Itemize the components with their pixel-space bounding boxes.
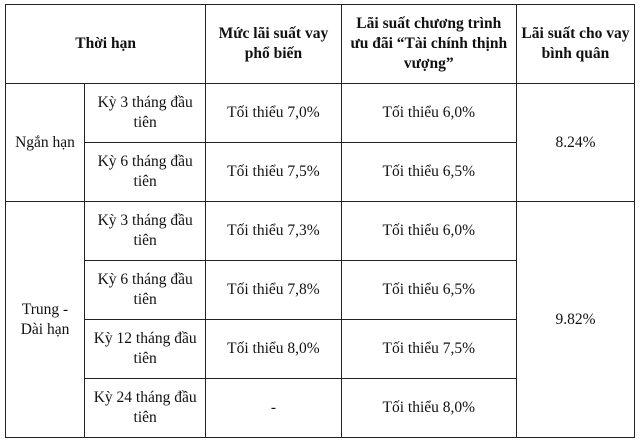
header-avg-rate: Lãi suất cho vay bình quân: [516, 5, 634, 84]
period-cell: Kỳ 6 tháng đầu tiên: [85, 261, 206, 320]
common-rate-cell: Tối thiểu 7,5%: [206, 143, 341, 202]
program-rate-cell: Tối thiểu 7,5%: [341, 320, 516, 379]
group-label-medium-long-term: Trung - Dài hạn: [6, 202, 85, 438]
period-cell: Kỳ 3 tháng đầu tiên: [85, 84, 206, 143]
table-row: [6, 202, 635, 261]
header-common-rate: Mức lãi suất vay phổ biến: [206, 5, 341, 84]
period-cell: Kỳ 6 tháng đầu tiên: [85, 143, 206, 202]
interest-rate-table: [5, 4, 635, 438]
program-rate-cell: Tối thiểu 6,5%: [341, 261, 516, 320]
period-cell: Kỳ 12 tháng đầu tiên: [85, 320, 206, 379]
period-cell: Kỳ 24 tháng đầu tiên: [85, 379, 206, 438]
common-rate-cell: Tối thiểu 7,0%: [206, 84, 341, 143]
header-term: Thời hạn: [6, 5, 206, 84]
avg-rate-short-term: 8.24%: [516, 84, 634, 202]
common-rate-cell: Tối thiểu 7,8%: [206, 261, 341, 320]
group-label-short-term: Ngắn hạn: [6, 84, 85, 202]
table-row: [6, 84, 635, 143]
common-rate-cell: Tối thiểu 7,3%: [206, 202, 341, 261]
period-cell: Kỳ 3 tháng đầu tiên: [85, 202, 206, 261]
header-program-rate: Lãi suất chương trình ưu đãi “Tài chính thịnh vượng”: [341, 5, 516, 84]
program-rate-cell: Tối thiểu 6,0%: [341, 84, 516, 143]
common-rate-cell: Tối thiểu 8,0%: [206, 320, 341, 379]
program-rate-cell: Tối thiểu 6,0%: [341, 202, 516, 261]
program-rate-cell: Tối thiểu 8,0%: [341, 379, 516, 438]
program-rate-cell: Tối thiểu 6,5%: [341, 143, 516, 202]
avg-rate-medium-long-term: 9.82%: [516, 202, 634, 438]
common-rate-cell: -: [206, 379, 341, 438]
header-row: [6, 5, 635, 84]
